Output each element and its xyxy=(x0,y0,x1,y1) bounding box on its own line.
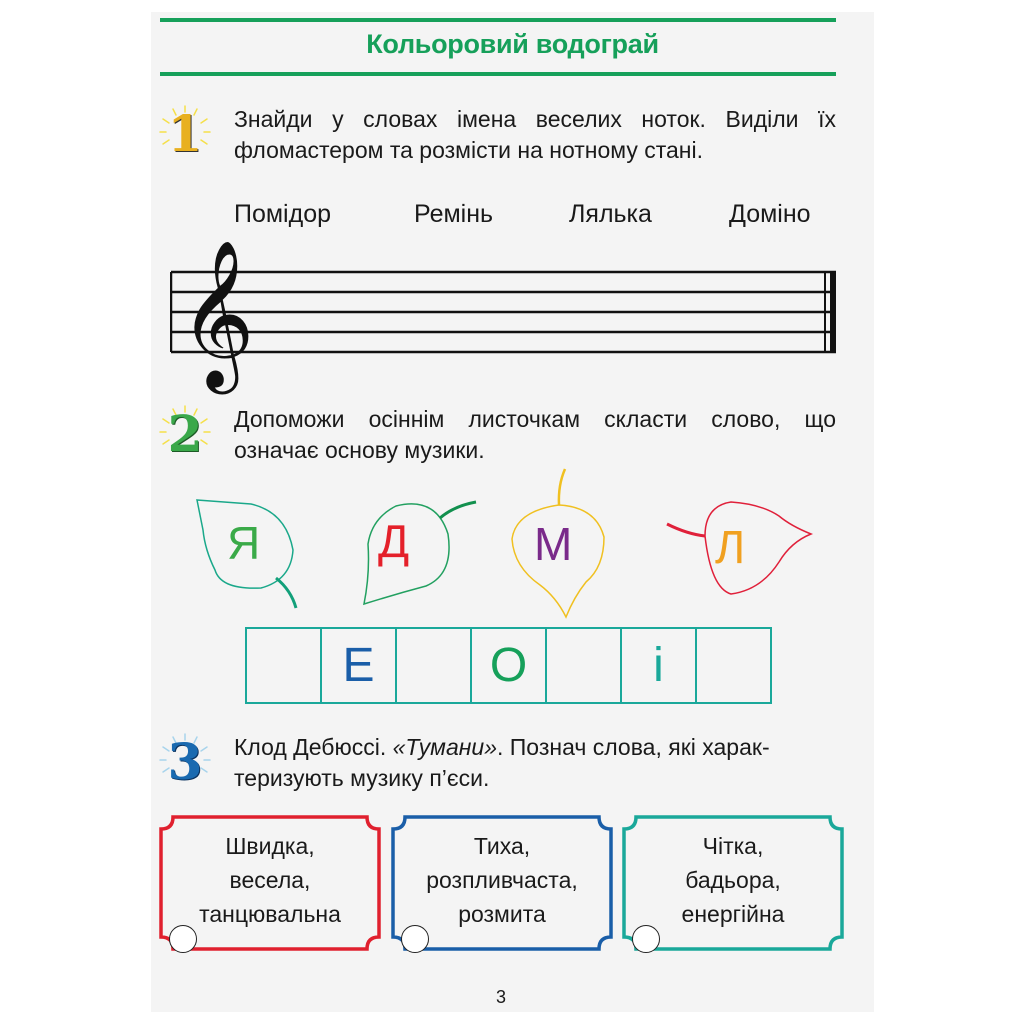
title-rule-bottom xyxy=(160,72,836,76)
composer-name: Клод Дебюссі. xyxy=(234,734,393,760)
word-1: Помідор xyxy=(234,200,332,228)
task-1-number-badge xyxy=(155,104,215,164)
leaf-letter: Л xyxy=(715,521,746,573)
answer-cell-2[interactable] xyxy=(320,627,397,704)
task-1-instructions: Знайди у словах імена веселих ноток. Виділи їх фломастером та розмісти на нотному стані. xyxy=(234,106,836,163)
task-2-number-badge xyxy=(155,404,215,464)
answer-cell-6[interactable] xyxy=(620,627,697,704)
task-3-instructions xyxy=(234,732,836,794)
word-2: Ремінь xyxy=(414,200,494,228)
treble-clef-icon: 𝄞 xyxy=(179,239,255,388)
leaf-3[interactable] xyxy=(506,467,616,627)
leaf-letter: Я xyxy=(227,517,261,569)
task-3-text-line1: . Познач слова, які харак- xyxy=(497,734,770,760)
card-line: енергійна xyxy=(681,901,785,927)
card-text xyxy=(622,829,844,931)
card-line: Швидка, xyxy=(225,833,315,859)
card-line: Чітка, xyxy=(702,833,764,859)
leaf-2[interactable] xyxy=(356,494,491,614)
task-3-number: 3 xyxy=(167,732,203,791)
leaf-letter: М xyxy=(534,518,573,570)
answer-card-2[interactable] xyxy=(391,815,613,951)
task-1-number: 1 xyxy=(167,104,203,163)
task-3-text-line2: теризують музику п’єси. xyxy=(234,765,490,791)
music-staff[interactable] xyxy=(170,270,837,356)
leaf-letter: Д xyxy=(378,515,410,567)
task-2-number: 2 xyxy=(167,404,203,463)
answer-card-1[interactable] xyxy=(159,815,381,951)
cell-letter: і xyxy=(653,639,664,692)
task-3-number-badge xyxy=(155,732,215,792)
page-number: 3 xyxy=(495,987,506,1007)
card-line: бадьора, xyxy=(685,867,781,893)
card-line: Тиха, xyxy=(473,833,531,859)
piece-title: «Тумани» xyxy=(392,734,497,760)
card-line: танцювальна xyxy=(199,901,341,927)
word-4: Доміно xyxy=(729,200,811,228)
cell-letter: Е xyxy=(342,639,375,692)
page-title: Кольоровий водограй xyxy=(366,29,659,59)
leaf-1[interactable] xyxy=(191,490,311,610)
answer-cell-3[interactable] xyxy=(395,627,472,704)
leaf-4[interactable] xyxy=(661,498,816,608)
title-rule-top xyxy=(160,18,836,22)
card-text xyxy=(391,829,613,931)
answer-cell-7[interactable] xyxy=(695,627,772,704)
answer-cell-1[interactable] xyxy=(245,627,322,704)
answer-checkbox-1[interactable] xyxy=(169,925,197,953)
word-answer-grid xyxy=(245,627,772,704)
answer-cell-5[interactable] xyxy=(545,627,622,704)
task-2-instructions: Допоможи осіннім листочкам скласти слово, що означає основу музики. xyxy=(234,406,836,463)
answer-checkbox-2[interactable] xyxy=(401,925,429,953)
card-line: розпливчаста, xyxy=(426,867,578,893)
cell-letter: О xyxy=(489,639,528,692)
answer-checkbox-3[interactable] xyxy=(632,925,660,953)
answer-cell-4[interactable] xyxy=(470,627,547,704)
card-text xyxy=(159,829,381,931)
word-3: Лялька xyxy=(569,200,652,228)
workbook-page xyxy=(151,12,874,1012)
answer-card-3[interactable] xyxy=(622,815,844,951)
card-line: весела, xyxy=(229,867,311,893)
card-line: розмита xyxy=(458,901,546,927)
